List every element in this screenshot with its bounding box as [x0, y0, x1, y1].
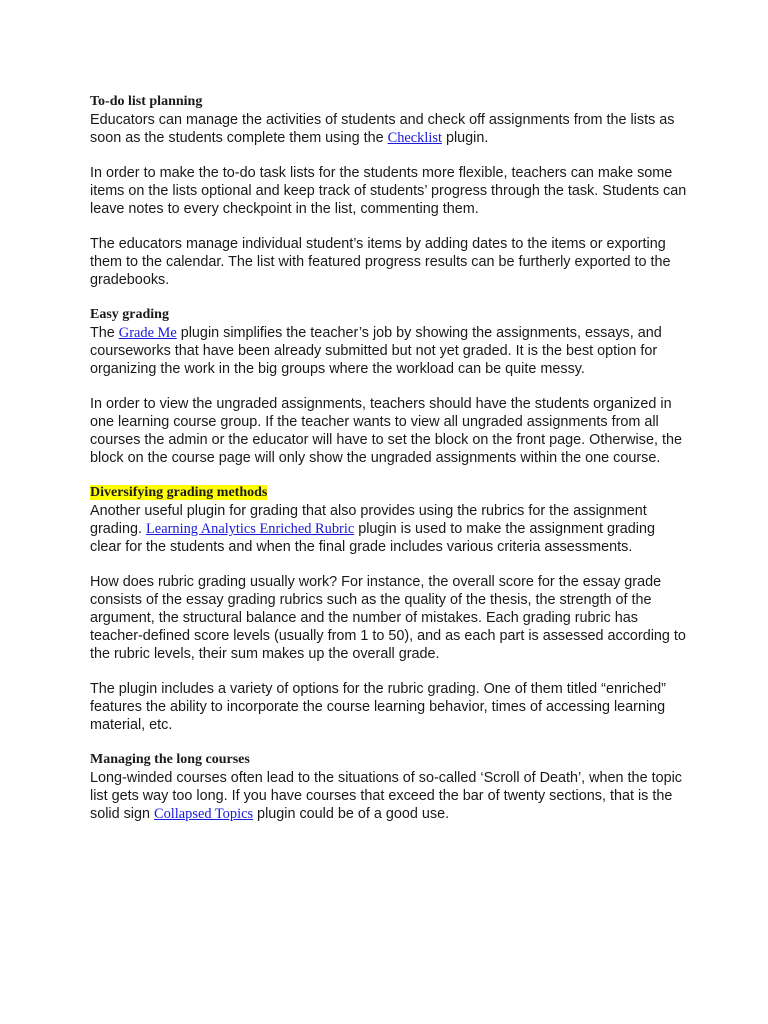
section-heading-highlighted [90, 484, 690, 502]
paragraph-text: plugin is used to make the assignment grading clear for the students and when the final grade includes various criteria assessments. [90, 521, 656, 555]
highlighted-heading-text: Diversifying grading methods [90, 485, 268, 500]
paragraph: The plugin includes a variety of options for the rubric grading. One of them titled “enriched” features the ability to incorporate the course learning behavior, times of accessing learning material, etc. [90, 681, 666, 733]
checklist-link[interactable]: Checklist [387, 130, 442, 146]
paragraph [90, 324, 690, 378]
paragraph [90, 502, 690, 556]
paragraph-text: The [90, 325, 119, 341]
section-heading: Managing the long courses [90, 752, 250, 767]
grade-me-link[interactable]: Grade Me [118, 325, 177, 341]
paragraph-text: Educators can manage the activities of students and check off assignments from the lists as soon as the students complete them using the [90, 112, 675, 146]
paragraph-text: plugin. [441, 130, 489, 146]
section-heading: To-do list planning [90, 94, 203, 109]
section-managing-long-courses [90, 751, 690, 823]
paragraph: In order to view the ungraded assignments, teachers should have the students organized in one learning course group. If the teacher wants to view all ungraded assignments from all courses the admin or the educator will have to set the block on the front page. Otherwise, the block on the course page will only show the ungraded assignments within the one course. [90, 396, 682, 466]
paragraph [90, 111, 690, 147]
enriched-rubric-link[interactable]: Learning Analytics Enriched Rubric [146, 521, 355, 537]
paragraph: In order to make the to-do task lists for the students more flexible, teachers can make some items on the lists optional and keep track of students’ progress through the task. Students can leave notes to every checkpoint in the list, commenting them. [90, 165, 687, 217]
paragraph-text: plugin could be of a good use. [253, 806, 450, 822]
paragraph: The educators manage individual student’s items by adding dates to the items or exporting them to the calendar. The list with featured progress results can be furtherly exported to the gradebooks. [90, 236, 671, 288]
section-todo-list-planning [90, 93, 690, 289]
document-page [90, 93, 690, 840]
collapsed-topics-link[interactable]: Collapsed Topics [154, 806, 254, 822]
paragraph [90, 769, 690, 823]
paragraph: How does rubric grading usually work? For instance, the overall score for the essay grade consists of the essay grading rubrics such as the quality of the thesis, the strength of the argument, the structural balance and the number of mistakes. Each grading rubric has teacher-defined score levels (usually from 1 to 50), and as each part is assessed according to the rubric levels, their sum makes up the overall grade. [90, 574, 686, 662]
section-diversifying-grading-methods [90, 484, 690, 734]
section-heading: Easy grading [90, 307, 169, 322]
paragraph-text: plugin simplifies the teacher’s job by showing the assignments, essays, and courseworks that have been already submitted but not yet graded. It is the best option for organizing the work in the big groups where the workload can be quite messy. [90, 325, 662, 377]
paragraph-text: Another useful plugin for grading that also provides using the rubrics for the assignment grading. [90, 503, 647, 537]
paragraph-text: Long-winded courses often lead to the situations of so-called ‘Scroll of Death’, when the topic list gets way too long. If you have courses that exceed the bar of twenty sections, that is the solid sign [90, 770, 682, 822]
section-easy-grading [90, 306, 690, 467]
